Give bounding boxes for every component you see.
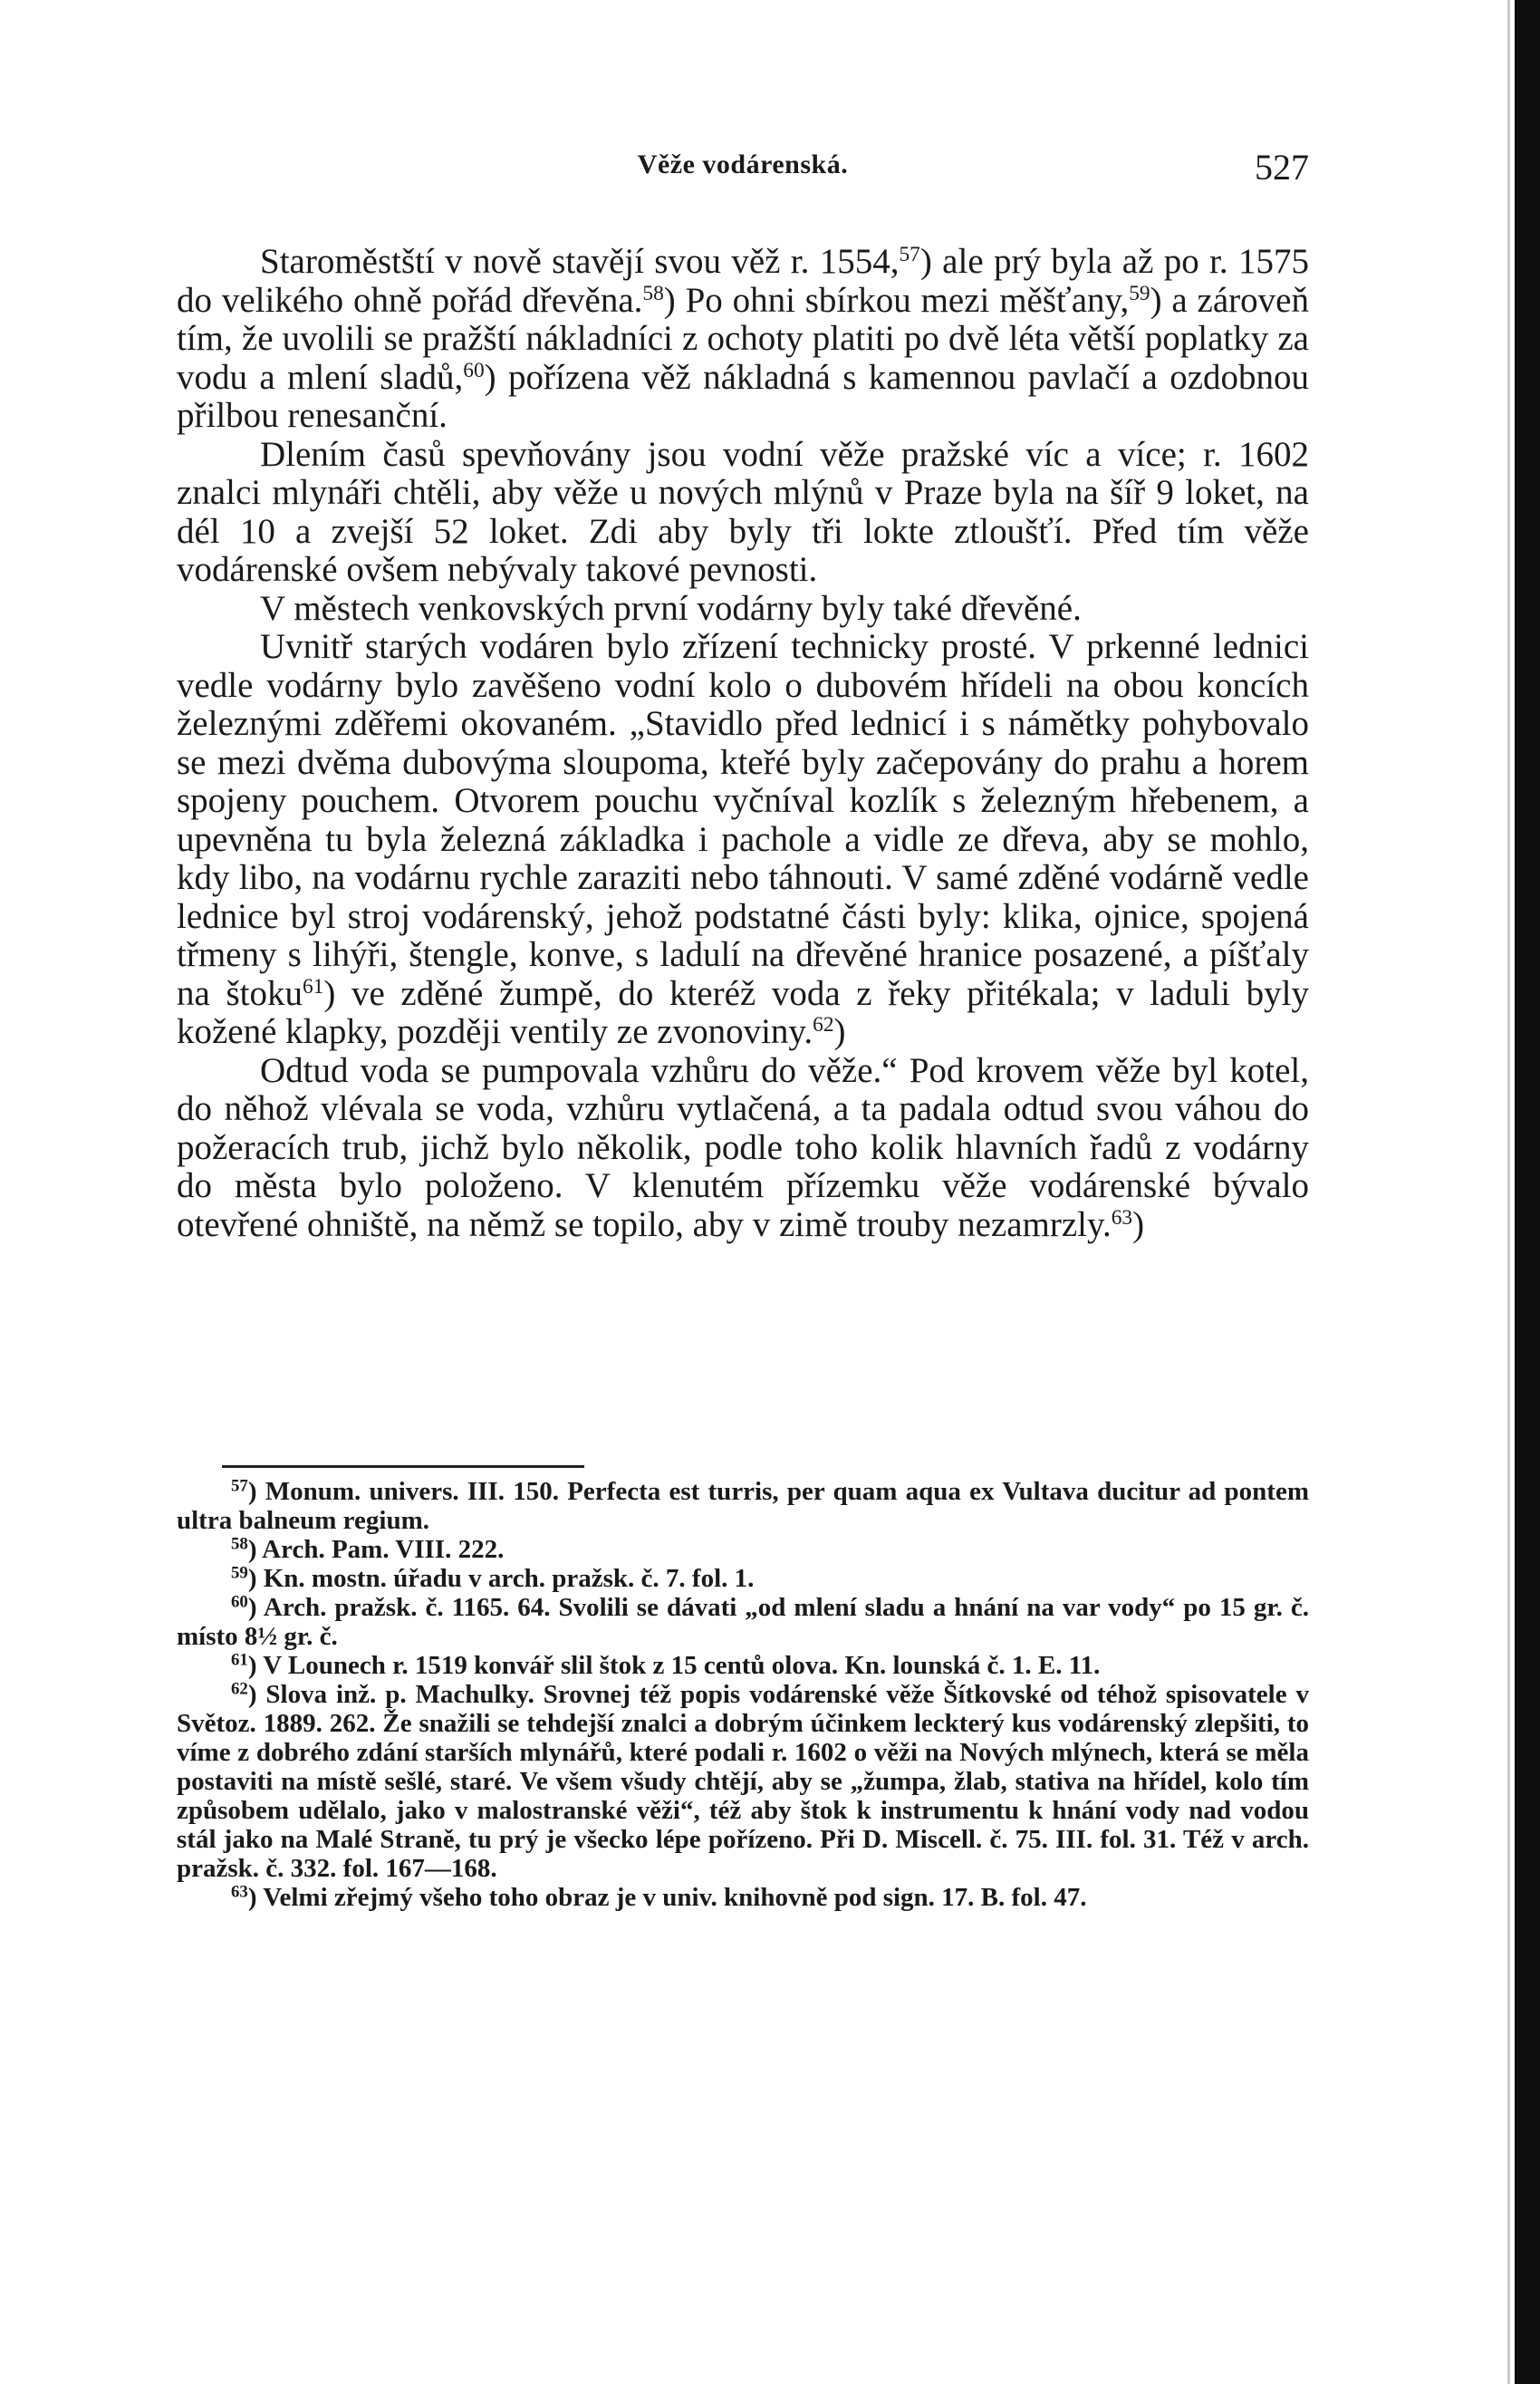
body-text-segment: ) ve zděné žumpě, do kteréž voda z řeky přitékala; v laduli byly kožené klapky, později ventily ze zvonoviny. bbox=[177, 973, 1310, 1051]
footnote-number: 59 bbox=[231, 1563, 248, 1583]
body-paragraph bbox=[177, 628, 1309, 1052]
footnote-text: ) V Lounech r. 1519 konvář slil štok z 15 centů olova. Kn. lounská č. 1. E. 11. bbox=[247, 1651, 1101, 1680]
body-text-segment: V městech venkovských první vodárny byly také dřevěné. bbox=[260, 588, 1082, 628]
footnote bbox=[177, 1651, 1309, 1680]
footnote-number: 62 bbox=[231, 1679, 248, 1699]
footnote-number: 58 bbox=[231, 1534, 248, 1554]
page-edge-line bbox=[1507, 0, 1510, 2384]
body-paragraph bbox=[177, 1052, 1309, 1245]
footnote-text: ) Arch. pražsk. č. 1165. 64. Svolili se dávati „od mlení sladu a hnání na var vody“ po 15 gr. č. místo 8½ gr. č. bbox=[177, 1593, 1309, 1651]
footnote-text: ) Monum. univers. III. 150. Perfecta est turris, per quam aqua ex Vultava ducitur ad pontem ultra balneum regium. bbox=[177, 1477, 1309, 1535]
running-title: Věže vodárenská. bbox=[637, 150, 849, 179]
body-text-segment: ) bbox=[1132, 1204, 1145, 1244]
footnote-reference[interactable]: 62 bbox=[813, 1013, 834, 1038]
body-paragraph bbox=[177, 243, 1309, 436]
footnote-reference[interactable]: 63 bbox=[1111, 1205, 1133, 1230]
body-text-segment: Staroměstští v nově stavějí svou věž r. 1554, bbox=[260, 242, 900, 281]
footnote bbox=[177, 1593, 1309, 1651]
footnote-text: ) Arch. Pam. VIII. 222. bbox=[247, 1535, 505, 1564]
footnote-text: ) Kn. mostn. úřadu v arch. pražsk. č. 7. fol. 1. bbox=[247, 1564, 755, 1593]
page-header bbox=[177, 147, 1309, 191]
body-paragraph bbox=[177, 590, 1309, 629]
body-text-segment: Uvnitř starých vodáren bylo zřízení technicky prosté. V prkenné lednici vedle vodárny bylo zavěšeno vodní kolo o dubovém hřídeli na obou koncích železnými zděřemi okovaném. „Stavidlo před lednicí i s námětky pohybovalo se mezi dvěma dubovýma sloupoma, kteřé byly začepovány do prahu a horem spojeny pouchem. Otvorem pouchu vyčníval kozlík s železným hřebenem, a upevněna tu byla železná základka i pachole a vidle ze dřeva, aby se mohlo, kdy libo, na vodárnu rychle zaraziti nebo táhnouti. V samé zděné vodárně vedle lednice byl stroj vodárenský, jehož podstatné části byly: klika, ojnice, spojená třmeny s lihýři, štengle, konve, s ladulí na dřevěné hranice posazené, a píšťaly na štoku bbox=[177, 627, 1309, 1013]
footnote-number: 63 bbox=[231, 1882, 248, 1902]
footnote-number: 61 bbox=[231, 1650, 248, 1670]
body-text-segment: ) pořízena věž nákladná s kamennou pavlačí a ozdobnou přilbou renesanční. bbox=[177, 357, 1310, 435]
footnote bbox=[177, 1564, 1309, 1593]
footnote-reference[interactable]: 60 bbox=[463, 358, 485, 382]
footnotes bbox=[177, 1477, 1309, 1912]
body-paragraph bbox=[177, 436, 1309, 590]
footnote-reference[interactable]: 59 bbox=[1129, 281, 1150, 305]
body-text-segment: ) a zároveň tím, že uvolili se pražští nákladníci z ochoty platiti po dvě léta větší poplatky za vodu a mlení sladů, bbox=[177, 280, 1309, 397]
footnote bbox=[177, 1680, 1309, 1883]
footnote bbox=[177, 1477, 1309, 1535]
body-text-segment: ) bbox=[833, 1012, 846, 1051]
footnote-reference[interactable]: 61 bbox=[302, 974, 324, 999]
body-text-segment: ) Po ohni sbírkou mezi měšťany, bbox=[663, 280, 1130, 320]
scan-edge-border bbox=[1515, 0, 1540, 2384]
footnote-text: ) Slova inž. p. Machulky. Srovnej též popis vodárenské věže Šítkovské od téhož spisovatele v Světoz. 1889. 262. Že snažili se tehdejší znalci a dobrým účinkem leckterý kus vodárenský zlepšiti, to víme z dobrého zdání starších mlynářů, které podali r. 1602 o věži na Nových mlýnech, která se měla postaviti na místě sešlé, staré. Ve všem všudy chtějí, aby se „žumpa, žlab, stativa na hřídel, kolo tím způsobem udělalo, jako v malostranské věži“, též aby štok k instrumentu k hnání vody nad vodou stál jako na Malé Straně, tu prý je všecko lépe pořízeno. Při D. Miscell. č. 75. III. fol. 31. Též v arch. pražsk. č. 332. fol. 167—168. bbox=[177, 1680, 1309, 1883]
footnote bbox=[177, 1883, 1309, 1912]
body-text-segment: ) ale prý byla až po r. 1575 do velikého ohně pořád dřevěna. bbox=[177, 242, 1310, 320]
footnote bbox=[177, 1535, 1309, 1564]
body-text-segment: Dlením časů spevňovány jsou vodní věže pražské víc a více; r. 1602 znalci mlynáři chtěli, aby věže u nových mlýnů v Praze byla na šíř 9 loket, na dél 10 a zvejší 52 loket. Zdi aby byly tři lokte ztloušťí. Před tím věže vodárenské ovšem nebývaly takové pevnosti. bbox=[177, 434, 1309, 589]
footnote-reference[interactable]: 57 bbox=[899, 243, 920, 267]
page-number: 527 bbox=[1255, 147, 1309, 188]
footnote-text: ) Velmi zřejmý všeho toho obraz je v univ. knihovně pod sign. 17. B. fol. 47. bbox=[247, 1883, 1087, 1912]
footnote-separator bbox=[222, 1465, 584, 1468]
body-text-segment: Odtud voda se pumpovala vzhůru do věže.“ Pod krovem věže byl kotel, do něhož vlévala se voda, vzhůru vytlačená, a ta padala odtud svou váhou do požeracích trub, jichž bylo několik, podle toho kolik hlavních řadů z vodárny do města bylo položeno. V klenutém přízemku věže vodárenské bývalo otevřené ohniště, na němž se topilo, aby v zimě trouby nezamrzly. bbox=[177, 1050, 1309, 1244]
footnote-number: 60 bbox=[231, 1592, 248, 1612]
footnote-number: 57 bbox=[231, 1476, 248, 1496]
footnote-reference[interactable]: 58 bbox=[642, 281, 664, 305]
main-text bbox=[177, 243, 1309, 1244]
